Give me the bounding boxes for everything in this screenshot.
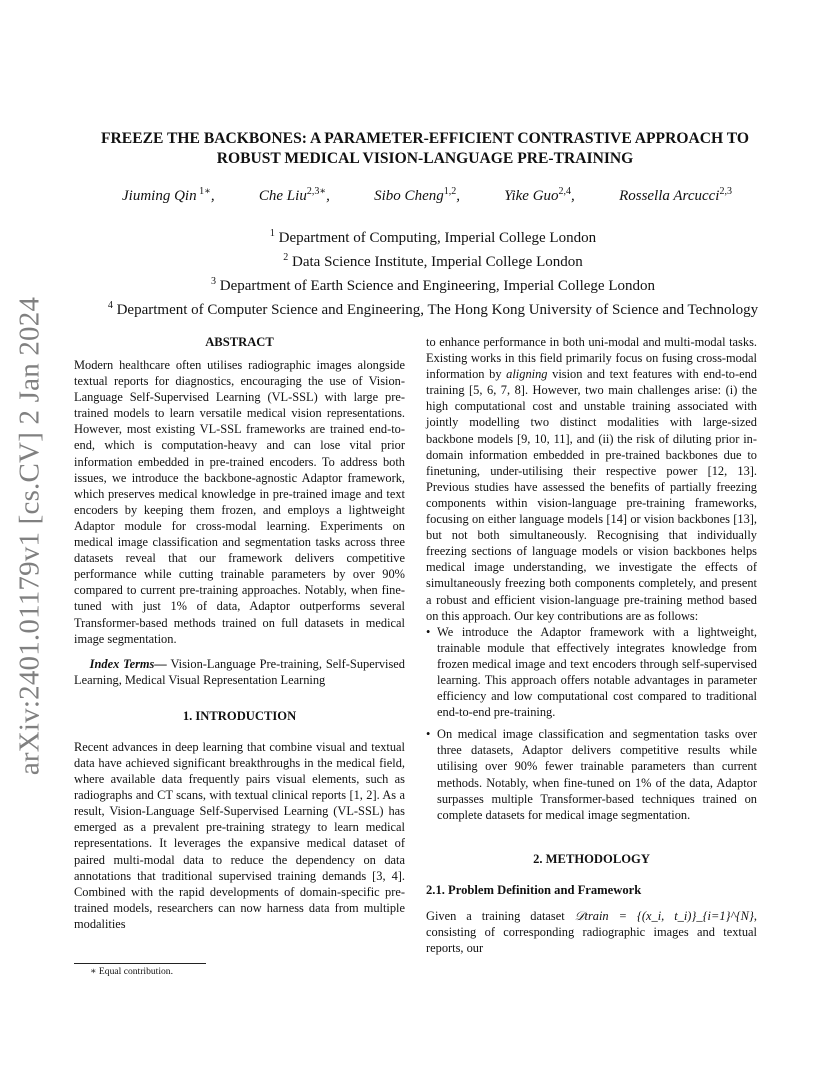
author: Rossella Arcucci$^{2,3}$ xyxy=(619,186,732,204)
affiliations xyxy=(40,224,826,320)
author: Sibo Cheng$^{1,2}$, xyxy=(374,186,460,204)
introduction-body: Recent advances in deep learning that combine visual and textual data have achieved significant breakthroughs in the medical field, where available data frequently pairs visual elements, such as radiographs and CT scans, with textual clinical reports [1, 2]. As a result, Vision-Language Self-Supervised Learning (VL-SSL) has emerged as a prevalent pre-training strategy to learn medical representations. It leverages the expansive medical dataset of paired multi-modal data to reduce the dependency on data annotations that traditional supervised training demands [3, 4]. Combined with the rapid developments of domain-specific pre-trained models, researchers can now harness data from multiple modalities xyxy=(74,739,405,931)
footnote: ∗ Equal contribution. xyxy=(90,966,173,977)
author: Jiuming Qin $^{1∗}$, xyxy=(122,186,215,204)
author: Yike Guo$^{2,4}$, xyxy=(504,186,575,204)
list-item: • On medical image classification and segmentation tasks over three datasets, Adaptor delivers competitive results while utilising over 90% fewer trainable parameters than current methods. Notably, when fine-tuned on 1% of the data, Adaptor surpasses multiple Transformer-based techniques trained on complete datasets for medical image segmentation. xyxy=(426,726,757,823)
subsection-heading: 2.1. Problem Definition and Framework xyxy=(426,882,642,897)
right-column xyxy=(426,334,757,956)
author: Che Liu$^{2,3∗}$, xyxy=(258,186,330,204)
title-line-1: FREEZE THE BACKBONES: A PARAMETER-EFFICIENT CONTRASTIVE APPROACH TO xyxy=(101,130,749,147)
list-item: • We introduce the Adaptor framework with a lightweight, trainable module that effectively integrates knowledge from frozen medical image and text encoders through self-supervised learning. This approach offers notable advantages in parameter efficiency and low computational cost compared to traditional end-to-end pre-training. xyxy=(426,624,757,721)
paper-title xyxy=(60,129,790,169)
index-terms: Index Terms— Vision-Language Pre-training, Self-Supervised Learning, Medical Visual Representation Learning xyxy=(74,656,405,687)
abstract-heading: ABSTRACT xyxy=(205,335,274,349)
contributions-list xyxy=(426,624,757,823)
intro-continued: to enhance performance in both uni-modal and multi-modal tasks. Existing works in this field primarily focus on fusing cross-modal information by aligning vision and text features with end-to-end training [5, 6, 7, 8]. However, two main challenges arise: (i) the high computational cost and unstable training associated with jointly modelling two distinct modalities with large-sized backbone models [9, 10, 11], and (ii) the risk of diluting prior in-domain information embedded in pre-trained backbones due to finetuning, under-utilising their respective power [12, 13]. Previous studies have assessed the benefits of partially freezing components within vision-language pre-training frameworks, focusing on either language models [14] or vision backbones [13], but not both simultaneously. Recognising that individually freezing sections of language models or vision backbones helps medical image understanding, we investigate the effects of simultaneously freezing both components completely, and present a robust and efficient vision-language pre-training method based on this approach. Our key contributions are as follows: xyxy=(426,335,757,623)
affiliation: $^3$ Department of Earth Science and Engineering, Imperial College London xyxy=(210,276,655,294)
affiliation: $^4$ Department of Computer Science and Engineering, The Hong Kong University of Science and Technology xyxy=(107,300,759,318)
author-list xyxy=(60,186,790,205)
footnote-rule xyxy=(74,963,206,964)
affiliation: $^1$ Department of Computing, Imperial College London xyxy=(269,228,597,246)
affiliation: $^2$ Data Science Institute, Imperial College London xyxy=(283,252,583,270)
introduction-heading: 1. INTRODUCTION xyxy=(182,708,297,723)
left-column xyxy=(74,334,405,932)
title-line-2: ROBUST MEDICAL VISION-LANGUAGE PRE-TRAINING xyxy=(216,150,634,167)
arxiv-identifier: arXiv:2401.01179v1 [cs.CV] 2 Jan 2024 xyxy=(13,296,46,776)
methodology-heading: 2. METHODOLOGY xyxy=(533,851,650,866)
abstract-body: Modern healthcare often utilises radiographic images alongside textual reports for diagnostics, encouraging the use of Vision-Language Self-Supervised Learning (VL-SSL) with large pre-trained models to learn versatile medical vision representations. However, most existing VL-SSL frameworks are trained end-to-end, which is computation-heavy and can lose vital prior information embedded in pre-trained encoders. To address both issues, we introduce the backbone-agnostic Adaptor framework, which preserves medical knowledge in pre-trained image and text encoders by keeping them frozen, and employs a lightweight Adaptor module for cross-modal learning. Experiments on medical image classification and segmentation tasks across three datasets reveal that our framework delivers competitive performance while cutting trainable parameters by over 90% compared to current pre-training approaches. Notably, when fine-tuned with just 1% of data, Adaptor outperforms several Transformer-based methods trained on full datasets in medical image segmentation. xyxy=(74,358,405,646)
methodology-body: Given a training dataset 𝒟train = {(x_i, t_i)}_{i=1}^{N}, consisting of corresponding radiographic images and textual reports, our xyxy=(426,908,757,955)
